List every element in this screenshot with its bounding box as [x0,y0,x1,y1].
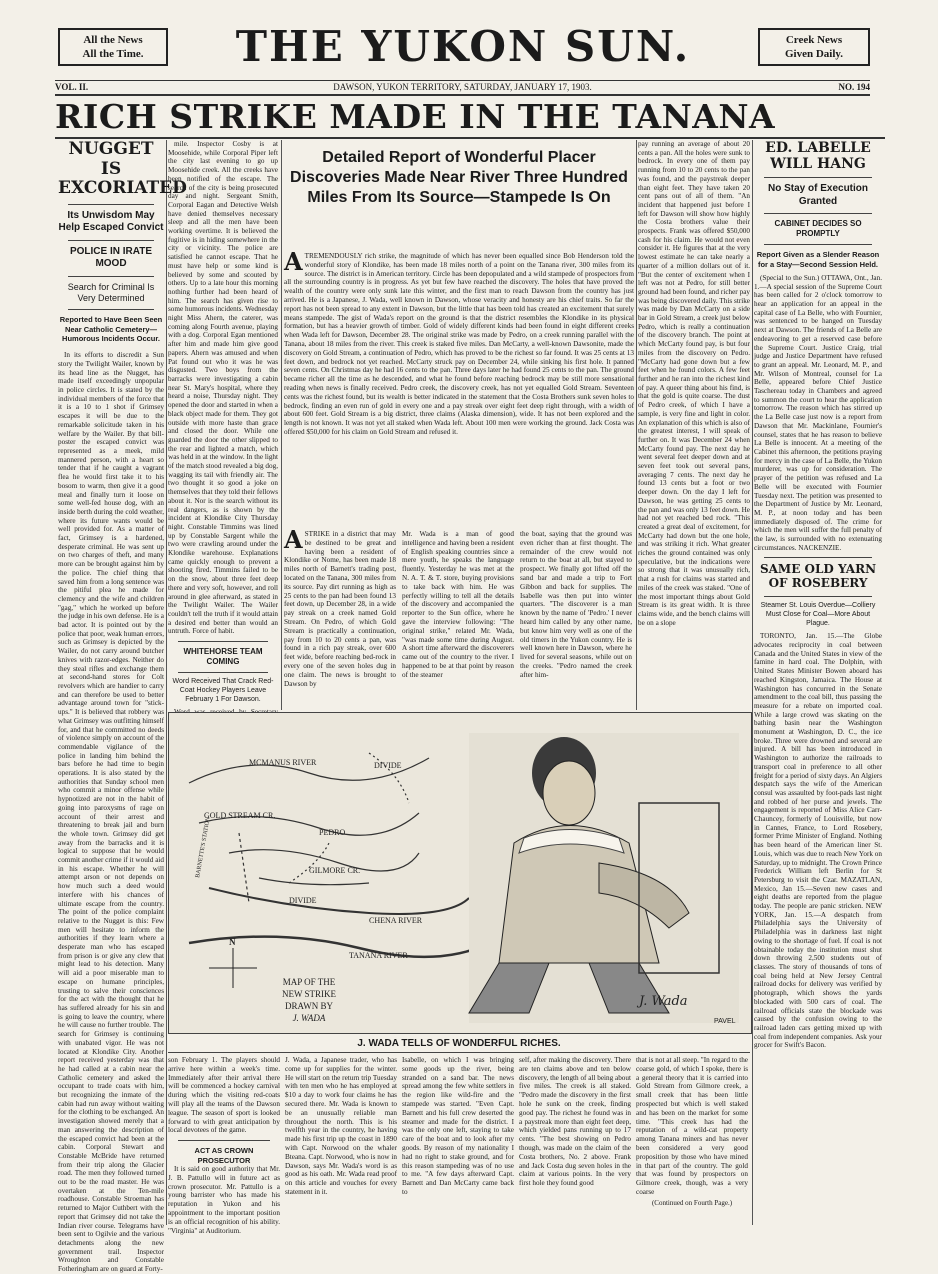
column-rule-1 [166,140,167,1225]
wada-illustration [168,712,752,1034]
divider [178,672,268,673]
left-ear-line-2: All the Time. [82,48,144,60]
column-rule-4 [752,140,753,1225]
nugget-deck-2: POLICE IN IRATE MOOD [69,245,153,270]
nugget-deck-4: Reported to Have Been Seen Near Catholic Cemetery—Humorous Incidents Occur. [59,315,163,343]
map-labels [195,758,423,960]
divider [68,240,154,241]
tanana-sub-col-3: the boat, saying that the ground was even richer than at first thought. The remainder of the crew would not return to the boat at all, but stayed to prospect. We finally got lifted off the sand bar and made a trip to Fort Gibbon and back for supplies. The Isabelle was then put into winter quarters. "The discoverer is a man known by the name of 'Pedro.' I never heard him called by any other name, but know him very well as one of the old timers in the Yukon country. He is well known here in Dawson, where he lived for several seasons, while out on the creeks. "Pedro named the creek after him- [520,530,632,679]
tanana-lead-story [284,247,634,437]
tanana-sub-col-2: Mr. Wada is a man of good intelligence and having been a resident of English speaking countries since a mere youth, he speaks the language fluently. Yesterday he was met at the N. A. T. & T. store, buying provisions to take back with him. He was perfectly willing to tell all the details of the discovery and accompanied the reporter to the Sun office, where he gave the interview following: "The original strike," related Mr. Wada, "was made some time during August. A short time afterward the discoverers came out of the country to the river. I happened to be at that point by reason of the steamer [402,530,514,679]
continued-notice: (Continued on Fourth Page.) [651,1198,733,1207]
bottom-col-5 [636,1056,748,1226]
label-pedro: PEDRO [319,828,346,837]
right-ear-box [758,28,870,66]
right-ear-line-2: Given Daily. [784,48,844,60]
left-ear-box [58,28,168,66]
label-gilmore: GILMORE CR. [309,866,361,875]
bottom-col-4: self, after making the discovery. There are ten claims above and ten below discovery, the length of all being about five miles. The creek is all staked. "Pedro made the discovery in the first hole he sunk on the creek, finding good pay. The richest he found was in a paystreak more than eight feet deep, which yielded pans running up to 17 cents. "The best showing on Pedro though, was made on the claim of the Costa brothers, No. 2 above. Frank and Jack Costa dug seven holes in the claim at various points. In the very first hole they found good [519,1056,631,1188]
divider [764,244,872,245]
labelle-body: (Special to the Sun.) OTTAWA, Ont., Jan. 1.—A special session of the Supreme Court has been called for 2 o'clock tomorrow to hear an application for an appeal in the capital case of La Belle, who with Fournier, was sentenced to be hanged on Tuesday next at Dawson. The friends of La Belle are endeavoring to get a reserved case before the Supreme Court. Justice Craig, trial judge and Justice Department have refused to grant an appeal. Mr. Leonard, M. P., and Mr. Wilson of Montreal, counsel for La Belle, appeared before Chief Justice Taschereau today in Chambers and agreed to summon the court to hear the application tomorrow. The reason which has stirred up the La Belle case just now is a report from Dawson that Mr. Mackinlane, Fournier's counsel, states that he has reason to believe La Belle is innocent. At a meeting of the Cabinet this afternoon, the petitions praying for mercy in the case of La Belle, the Yukon murderer, was up for consideration. The prayer of the petition was refused and La Belle will be executed with Fournier Tuesday next. The petition was presented to the Department of Justice by Mr. Leonard, M. P., at noon today and has been immediately disposed of. The crime for which the men will suffer the full penalty of the law, is surrounded with no extenuating circumstances. NACKENZIE. [754,273,882,552]
column-nugget-story [58,139,187,1274]
divider [68,276,154,277]
divider [764,213,872,214]
compass-north: N [229,937,236,947]
portrait-face [543,761,595,825]
column-police-search [168,140,278,710]
divider [764,596,872,597]
labelle-headline: ED. LABELLE WILL HANG [765,140,871,173]
bottom-col-1 [168,1056,280,1235]
crown-prosecutor-headline: ACT AS CROWN PROSECUTOR [194,1146,254,1165]
map-title-line-2: NEW STRIKE [281,989,337,999]
label-goldstream: GOLD STREAM CR. [204,811,276,820]
whitehorse-headline: WHITEHORSE TEAM COMING [183,647,263,667]
chena-river-line [209,888,469,914]
newspaper-title: THE YUKON SUN. [235,22,691,71]
nugget-body: In its efforts to discredit a Sun story the Twilight Wailer, known by its head line as the Nugget, has made itself exceedingly unpopular in police circles. It is stated by the individual members of the force that it is a 10 to 1 shot if Grimsey escapes it will be due to the remarkable solicitude taken in his welfare by the Wailer. By that bill-poster the escaped convict was represented as a meek, mild mannered person, with a heart so tender that if he caught a vagrant flea he would first take it to his bosom to warm, then give it a good meal and finally turn it loose on some well-fed house dog, with an inside berth during the cold weather, where its future wants would be well provided for. As a matter of fact, Grimsey is a hardened, desperate criminal. He was sent up on two charges of theft, and many more can be brought against him by the police. The chief thing that saved him from a long sentence was the pitiful plea he made for clemency and the wife and children "gag," which he worked up before the judge in his own defense. He is a bad actor. It is pointed out by the police that poor, weak human errors, such as Grimsey is depicted by the Wailer, do not carry around butcher knives with razor-edges. Neither do they steal rifles and exchange them at second-hand stores for Colt revolvers which are handier to carry and can therefore be used to better advantage around town for "stick-ups." It is believed that robbery was what Grimsey was outfitting himself for, and that he committed no deeds of violence simply on account of the commendable vigilance of the police in landing him behind the bars before he had time to begin operations. It is also stated by the authorities that Sunday school men who commit a minor offense while hypnotized are not in the habit of going into paroxysms of rage on account of their arrest and threatening to break jail and burn the whole town. Grimsey did get away from the barracks and it is logical to suppose that he would commit another crime if it would aid in his escape. Whether he will attempt arson or not depends on how much such a deed would interfere with his chances of ultimate escape from the country. The point of the police complaint relative to the Nugget is this: Few men will hesitate to inform the authorities if they learn where a desperate man who has escaped from prison is or give any clew that might lead to his detection. Many will aid a poor miserable man to escape on humane principles, trusting to salve their consciences for the act with the thought that he has suffered already for his sin and is going to leave the country, where he will cause no further trouble. The search for Grimsey is continuing with unabated vigor. He was not located at Klondike City. Another report received yesterday was that he had called at a cabin near the Catholic cemetery and asked the occupant to trade coats with him, but recognizing the inmate of the cabin had run away without waiting for the clothing to be exchanged. An investigation showed merely that a man answering the description of the escaped convict had been at the cabin. Corporal Stewart and Constable McBride have returned from their trip along the Glacier road. The men they followed turned out to be the road master. He was overtaken at the Ten-mile roadhouse. Constable Stroeman has returned to Major Cuthbert with the report that Grimsey did not take the Indian river course. Telegrams have been sent to Ogilvie and the various detachments along the new government trail. Inspector Wroughton and Constable Fotheringham are on guard at Forty- [58,351,164,1274]
rosebery-deck: Steamer St. Louis Overdue—Colliery Must Close for Coal—More About Plague. [760,602,876,627]
dateline-bar [55,80,870,96]
divider [68,204,154,205]
nugget-deck-3: Search for Criminal Is Very Determined [67,281,155,303]
tanana-sub-text-1: STRIKE in a district that may be destined to be great and having been a resident of Klondike or Nome, has been made 18 miles north of Barnett's trading post, located on the Tanana, 300 miles from its source. Pay dirt running as high as 25 cents to the pan had been found 13 feet down, up December 28, in a wide pay streak on a creek named Gold Stream. On Pedro, of which Gold Stream is practically a continuation, pay from 10 to 20 cents a pan, was found in a rich pay streak, over 600 feet wide, before reaching bed-rock in every one of the seven holes dug in one claim. The news is brought to Dawson by [284,530,396,688]
divider [178,641,268,642]
dateline-text: DAWSON, YUKON TERRITORY, SATURDAY, JANUARY 17, 1903. [333,82,592,92]
labelle-deck-3: Report Given as a Slender Reason for a Stay—Second Session Held. [756,250,880,269]
column-labelle-and-news [754,140,882,1225]
volume-label: VOL. II. [55,82,89,92]
tanana-headline: Detailed Report of Wonderful Placer Discoveries Made Near River Three Hundred Miles From Its Source—Stampede Is On [290,149,628,206]
rosebery-headline: SAME OLD YARN OF ROSEBERY [759,562,877,591]
tanana-sub-columns [284,525,634,700]
police-search-body: mile. Inspector Cosby is at Moosehide, while Corporal Piper left the city last evening to go up Moosehide creek. All the creeks have been notified of the escape. The search of the city is being prosecuted day and night. Sergeant Smith, Corporal Eagan and Detective Welsh have denied themselves necessary sleep and all the men have been working overtime. It is believed the fugitive is in hiding somewhere in the city or vicinity. The police are satisfied he cannot escape. That he must have help or some kind is believed by some and scouted by others. Up to a late hour this morning nothing further had been heard of him. The search has given rise to some humorous incidents. Wednesday night Miss Ahern, the caterer, was coming along Fourth avenue, playing with a dog. Corporal Egan mentioned after him and made him give good papers. Ahern was amused and when Pat found out who it was he was disgusted. Two boys from the barracks were investigating a cabin near St. Mary's hospital, where they heard a noise, Thursday night. They opened the door and started in when a black object made for them. They got outside with more haste than grace and closed the door. While one guarded the door the other slipped to the rear and lighted a match, which was held in at the window. In the light of the match stood revealed a big dog, wagging its tail with friendly air. The two thought it so good a joke on themselves that they told their fellows about it. Nor is the search without its real dangers, as is shown by the incident at Klondike City Thursday night. Constable Timmins was lined up by Constable Sargent while the two were crawling around under the Klondike warehouse. Explanations came quickly enough to prevent a shooting fired. Timmins failed to be on the snow, about three feet deep there and very soft, however, and roll around in glee afterward, as stated in the Twilight Wailer. The Wailer couldn't tell the truth if it would attain a desired end better than would an untruth. Force of habit. [168,140,278,636]
right-ear-line-1: Creek News [785,34,843,46]
artist-credit: PAVEL [714,1018,736,1025]
left-ear-line-1: All the News [83,34,143,46]
labelle-deck-1: No Stay of Execution Granted [767,183,868,207]
map-title [282,977,337,1023]
gilmore-text: that is not at all steep. "In regard to the coarse gold, of which I spoke, there is a general theory that it is carried into Gold Stream from Gilmore creek, a small creek that has been little prospected but which is well staked and has been on the market for some time. "This creek has had the reputation of a wild-cat property among Tanana miners and has never been considered a very good proposition by those who have mined in that part of the country. The gold that was found by prospectors on Gilmore creek, though, was a very coarse [636,1056,748,1196]
illustration-caption: J. WADA TELLS OF WONDERFUL RICHES. [168,1038,750,1053]
map-title-line-4: J. WADA [292,1013,326,1023]
divider [764,177,872,178]
label-station: BARNETTE'S STATION [195,816,212,879]
whitehorse-deck: Word Received That Crack Red-Coat Hockey Players Leave February 1 For Dawson. [172,678,274,703]
map-title-line-3: DRAWN BY [284,1001,334,1011]
map-sketch [189,753,489,957]
divider [178,1140,270,1141]
label-mcmanus: MCMANUS RIVER [249,758,317,767]
label-tanana: TANANA RIVER [349,951,408,960]
crown-prosecutor-body: It is said on good authority that Mr. J. B. Pattullo will in future act as crown prosecutor. Mr. Pattullo is a young barrister who has made his reputation in Yukon and his appointment to the important position is an official recognition of his ability. "Virginia" at Auditorium. [168,1164,280,1235]
divider [68,309,154,310]
map-and-portrait-drawing [169,713,751,1033]
issue-number: NO. 194 [838,82,870,92]
label-divide-1: DIVIDE [374,761,402,770]
divide-line-2 [289,843,329,883]
label-divide-2: DIVIDE [289,896,317,905]
wada-signature: J. Wada [639,994,688,1009]
wada-portrait [469,733,739,1025]
rosebery-body: TORONTO, Jan. 15.—The Globe advocates reciprocity in coal between Canada and the United States in view of the famine in hard coal. The Dolphin, with United States Minister Bowen aboard has reached Kingston, Jamaica. The House at Washington has concurred in the Senate amendment to the coal bill, thus passing the measure for a rebate on imported coal. While a large crowd was skating on the bathing basin near the Washington monument at Washington, D. C., the ice broke. Three were drowned and several are injured. A bill has been introduced in Washington to authorize the railroads to transport coal in preference to all other freight for a period of sixty days. An Algiers despatch says the wife of the American consul was assaulted by foot-pads last night and robbed of her purse and jewels. The engagement is reported of Miss Alice Carr-Chauncey, formerly of Louisville, but now in Cannes, France, to Lord Rosebery, former Prime Minister of England. Nothing has been heard of the American liner St. Louis, which was due to reach New York on Saturday, up to midnight. The Crown Prince Frederick William left Berlin for St Petersburg to visit the Czar. MAZATLAN, Mexico, Jan 15.—Seven new cases and eight deaths are reported from the plague today. The people are panic stricken. NEW YORK, Jan. 15.—A despatch from Philadelphia says the University of Philadelphia was in darkness last night owing to the shortage of fuel. If coal is not obtainable today the institution must shut down throwing 2,500 students out of classes. The story of thousands of tons of coal being held at New Jersey Central railroad docks for delivery was verified by photograph, which shows the yards blockaded with 500 cars of coal. The railroad officials state the blockade was caused by the confusion owing to the railroad laden cars getting mixed up with coal from independent companies. Ask your grocer for Swift's Bacon. [754,632,882,1050]
banner-rule [55,137,885,139]
masthead [58,18,870,80]
nugget-headline: NUGGET IS EXCORIATED [58,139,187,199]
bottom-col-3: Isabelle, on which I was bringing some goods up the river, being stranded on a sand bar. The news spread among the few white settlers in the region like wild-fire and the stampede was started. "Even Capt. Barnett and his full crew deserted the steamer and made for the district. I was the only one left, staying to take care of the boat and to look after my goods. By reason of my nationality I had no right to stake ground, and for this reason stampeding was of no use to me. "A few days afterward Capt. Barnett and Dan McCarty came back to [402,1056,514,1196]
tanana-sub-col-1 [284,525,396,700]
column-rule-2 [281,140,282,710]
tanana-lead-text: TREMENDOUSLY rich strike, the magnitude of which has never been equalled since Bob Henderson told the wonderful story of Klondike, has been made 18 miles north of a point on the Tanana river, 300 miles from its source. The district is in American territory. Circle has been depopulated and a wild stampede of prospectors from all the surrounding country is in progress. As yet but few have reached the discovery. The holes that have proved the wealth of the country were only sunk late this winter, and the first man to reach Dawson from the country has just arrived. He is a Japanese, J. Wada, well known in Dawson, whose veracity and honesty are his chief traits. So far the report has not been spread to any extent in Dawson, but the little that has been told has created an excitement that surely means stampede. The gist of Wada's report on the ground is that the district resembles the Klondike in its physical formation, but has a heavier growth of timber. Gold of widely different kinds had been found in eight different creeks when Wada left for Dawson, December 28. The original strike was made by Pedro, on a creek running parallel with the Tanana, about 18 miles from the river. This creek is staked five miles. Dan McCarty, a well-known Dawsonite, made the discovery on Gold Stream, a continuation of Pedro, which has proved to be the richest so far found. It was 25 cents at 13 feet down, and bedrock not yet reached. McCarty struck pay on December 24, while sinking his first hole. It panned seven cents. On Christmas day he had 16 cents to the pan. Three days later he had found 25 cents to the pan. The ground became richer all the time as he descended, and what he found before reaching bedrock may be still more sensational reading when news is finally received. Pedro creek, the discovery creek, has not yet equalled Gold Stream. Seventeen cents was the richest found, but its wealth is better indicated in the statement that the Costa Brothers sunk seven holes to bedrock, finding an even run of gold in every one and a pay streak over eight feet deep right through, with a width of about 600 feet. Gold Stream is a big district, three claims (Alaska dimension), wide. It has not been explored and the length is not known. It was not yet all staked when Wada left. About 100 men were working the ground. Jack Costa was offered $50,000 for his claim on Gold Stream and refused it. [284,252,634,436]
column-wada-continued: pay running an average of about 20 cents a pan. All the holes were sunk to bedrock. In every one of them pay running from 10 to 20 cents to the pan was found, and the paystreak deeper than eight feet. They have taken 20 cent pans out of all of them. "An incident that happened just before I left for Dawson will show how highly the Costa brothers value their prospects. Frank was offered $50,000 cash for his claim. He would not even consider it. He figures that at the very lowest estimate he can take nearly a quarter of a million dollars out of it. "But the center of excitement when I left was not at Pedro, for still better ground had been found, and richer pay was being discovered daily. This strike was made by Dan McCarty on a side bar in Gold Stream, a creek just below Pedro, which is really a continuation of the discovery branch. The point at which McCarty found pay, is but four miles from the discovery on Pedro. "McCarty had gone down but a few feet when he found colors. A few feet further and he ran into the richest kind of pay. A queer thing about his find, is that the gold is quite coarse. The dust of Pedro creek, of which I have a sample, is very fine and light in color. An explanation of this which is also of the greatest interest, I will speak of further on. It was December 24 when McCarty found pay. The next day he went several feet deeper down and at seven feet took out several pans, averaging 7 cents. The next day he found 13 cents but a foot or two deeper down. On the day I left for Dawson, he was getting 25 cents to the pan and was only 13 feet down. He had not yet reached bed rock. "This created a great deal of excitement, for McCarty had down but the one hole, and was striking it rich. What greater riches the ground contained was only speculative, but the indications were so strong that it was unusually rich, that a rush for claims was started and miles of the creek was staked. "One of the most important things about Gold Stream is its great width. It is three claims wide, and the bench claims will be on a slope [638,140,750,627]
gilmore-line [259,878,369,885]
trail-line [239,833,249,903]
nugget-deck-1: Its Unwisdom May Help Escaped Convict [58,209,164,234]
column-rule-3 [636,140,637,710]
drop-cap: A [284,247,303,276]
map-title-line-1: MAP OF THE [282,977,336,987]
labelle-deck-2: CABINET DECIDES SO PROMPTLY [774,219,862,239]
hockey-continued: son February 1. The players should arrive here within a week's time. Immediately after their arrival there will be commenced a hockey carnival during which the visiting red-coats will play all the teams of the Dawson league. The season of sport is looked forward to with great anticipation by local devotees of the game. [168,1056,280,1135]
divider [764,557,872,558]
banner-headline: RICH STRIKE MADE IN THE TANANA [55,97,776,136]
bottom-col-2: J. Wada, a Japanese trader, who has come up for supplies for the winter. He will start on the return trip Tuesday with ten men who he has employed at $10 a day to work four claims he has secured there. Mr. Wada is known to be an unusually reliable man throughout the north. This is his twelfth year in the country, he having made his first trip up the coast in 1890 with Capt. Norwood on the whaler Bteana. Capt. Norwood, who is now in Dawson, says Mr. Wada's word is as good as his oath. Mr. Wada read proof on this article and vouches for every statement in it. [285,1056,397,1196]
label-chena: CHENA RIVER [369,916,423,925]
compass-rose [209,948,257,988]
drop-cap: A [284,525,303,554]
